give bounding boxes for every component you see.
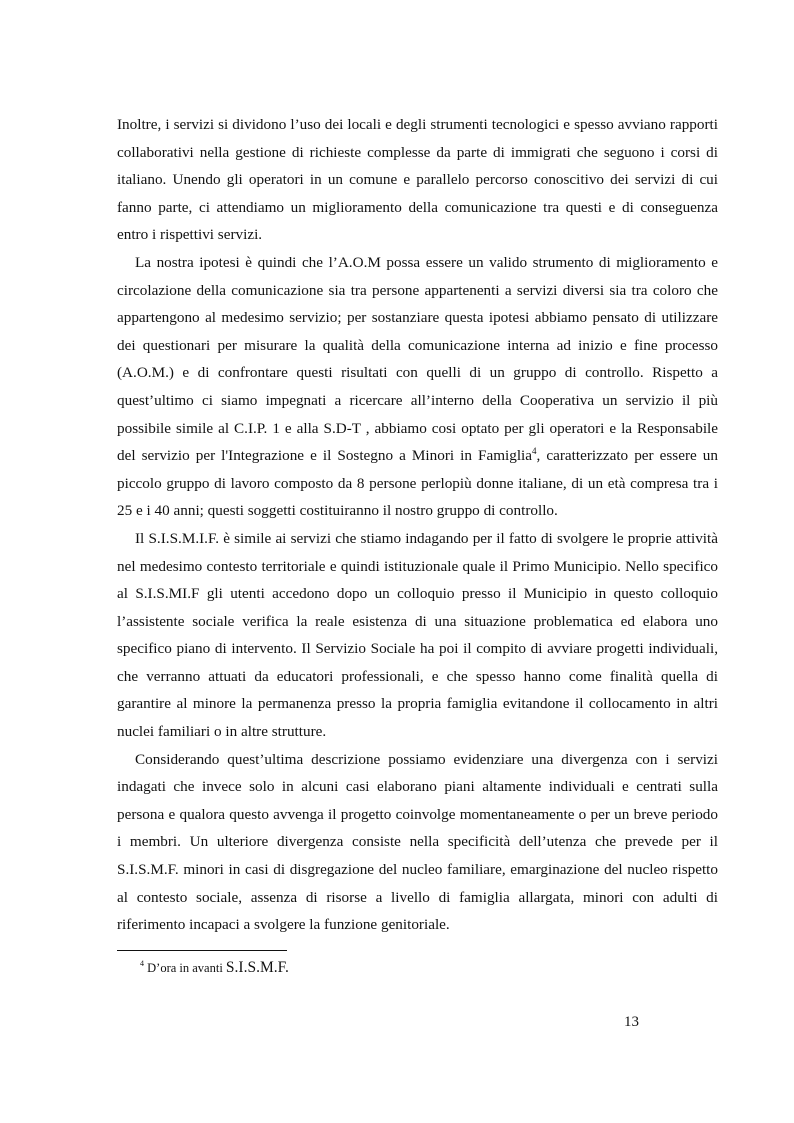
page-body (117, 111, 718, 939)
footnote (140, 958, 289, 978)
paragraph-1: Inoltre, i servizi si dividono l’uso dei locali e degli strumenti tecnologici e spesso avviano rapporti collaborativi nella gestione di richieste complesse da parte di immigrati che seguono i corsi di italiano. Unendo gli operatori in un comune e parallelo percorso conoscitivo dei servizi di cui fanno parte, ci attendiamo un miglioramento della comunicazione tra questi e di conseguenza entro i rispettivi servizi. (117, 116, 718, 244)
footnote-number: 4 (140, 959, 144, 968)
paragraph-3: Il S.I.S.M.I.F. è simile ai servizi che stiamo indagando per il fatto di svolgere le proprie attività nel medesimo contesto territoriale e quindi istituzionale quale il Primo Municipio. Nello specifico al S.I.S.MI.F gli utenti accedono dopo un colloquio presso il Municipio in questo colloquio l’assistente sociale verifica la reale esistenza di una situazione problematica ed elabora uno specifico piano di intervento. Il Servizio Sociale ha poi il compito di avviare progetti individuali, che verranno attuati da educatori professionali, e che spesso hanno come finalità quella di garantire al minore la permanenza presso la propria famiglia evitandone il collocamento in altri nuclei familiari o in altre strutture. (117, 529, 718, 741)
footnote-reference: 4 (532, 446, 537, 457)
footnote-separator (117, 950, 287, 951)
footnote-text: D’ora in avanti (147, 961, 223, 975)
paragraph-2 (117, 249, 718, 525)
paragraph-2-text: La nostra ipotesi è quindi che l’A.O.M possa essere un valido strumento di miglioramento e circolazione della comunicazione sia tra persone appartenenti a servizi diversi sia tra coloro che appartengono al medesimo servizio; per sostanziare questa ipotesi abbiamo pensato di utilizzare dei questionari per misurare la qualità della comunicazione interna ad inizio e fine processo (A.O.M.) e di confrontare questi risultati con quelli di un gruppo di controllo. Rispetto a quest’ultimo ci siamo impegnati a ricercare all’interno della Cooperativa un servizio il più possibile simile al C.I.P. 1 e alla S.D-T , abbiamo cosi optato per gli operatori e la Responsabile del servizio per l'Integrazione e il Sostegno a Minori in Famiglia (117, 253, 718, 465)
footnote-acronym: S.I.S.M.F. (225, 959, 289, 976)
paragraph-4: Considerando quest’ultima descrizione possiamo evidenziare una divergenza con i servizi indagati che invece solo in alcuni casi elaborano piani altamente individuali e centrati sulla persona e qualora questo avvenga il progetto coinvolge momentaneamente o per un breve periodo i membri. Un ulteriore divergenza consiste nella specificità dell’utenza che prevede per il S.I.S.M.F. minori in casi di disgregazione del nucleo familiare, emarginazione del nucleo rispetto al contesto sociale, assenza di risorse a livello di famiglia allargata, minori con adulti di riferimento incapaci a svolgere la funzione genitoriale. (117, 750, 718, 934)
page-number: 13 (624, 1014, 639, 1030)
paragraph-2-continuation: , caratterizzato per essere un piccolo gruppo di lavoro composto da 8 persone perlopiù donne italiane, di un età compresa tra i 25 e i 40 anni; questi soggetti costituiranno il nostro gruppo di controllo. (117, 447, 718, 520)
